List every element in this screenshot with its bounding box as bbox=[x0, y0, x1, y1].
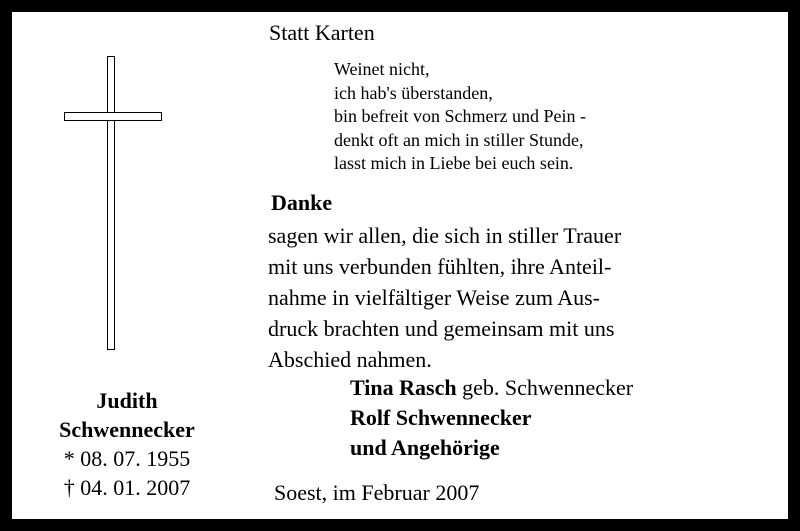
poem-line: lasst mich in Liebe bei euch sein. bbox=[334, 153, 574, 173]
thanks-line: nahme in vielfältiger Weise zum Aus- bbox=[268, 285, 601, 310]
place-date: Soest, im Februar 2007 bbox=[274, 480, 480, 505]
thanks-line: sagen wir allen, die sich in stiller Trauer bbox=[268, 223, 622, 248]
deceased-block bbox=[32, 386, 222, 502]
thanks-text bbox=[268, 220, 621, 375]
deceased-last-name: Schwennecker bbox=[59, 417, 195, 442]
poem-line: Weinet nicht, bbox=[334, 59, 430, 79]
signer-name: Tina Rasch bbox=[350, 375, 457, 400]
signer-name: Rolf Schwennecker bbox=[350, 405, 532, 430]
thanks-line: druck brachten und gemeinsam mit uns bbox=[268, 316, 615, 341]
deceased-first-name: Judith bbox=[96, 388, 158, 413]
notice-heading: Statt Karten bbox=[269, 20, 375, 45]
thanks-line: mit uns verbunden fühlten, ihre Anteil- bbox=[268, 254, 612, 279]
poem bbox=[334, 58, 586, 176]
thanks-title: Danke bbox=[271, 190, 333, 215]
poem-line: ich hab's überstanden, bbox=[334, 82, 493, 103]
birth-date: * 08. 07. 1955 bbox=[63, 446, 191, 471]
death-date: † 04. 01. 2007 bbox=[63, 475, 191, 500]
poem-line: denkt oft an mich in stiller Stunde, bbox=[334, 129, 584, 150]
signer-relatives: und Angehörige bbox=[350, 435, 500, 460]
cross-icon bbox=[64, 56, 162, 352]
signer-maiden-name: geb. Schwennecker bbox=[456, 375, 634, 400]
signers-block bbox=[350, 373, 633, 463]
signer-row bbox=[350, 373, 633, 403]
thanks-line: Abschied nahmen. bbox=[268, 347, 432, 372]
poem-line: bin befreit von Schmerz und Pein - bbox=[334, 106, 586, 126]
